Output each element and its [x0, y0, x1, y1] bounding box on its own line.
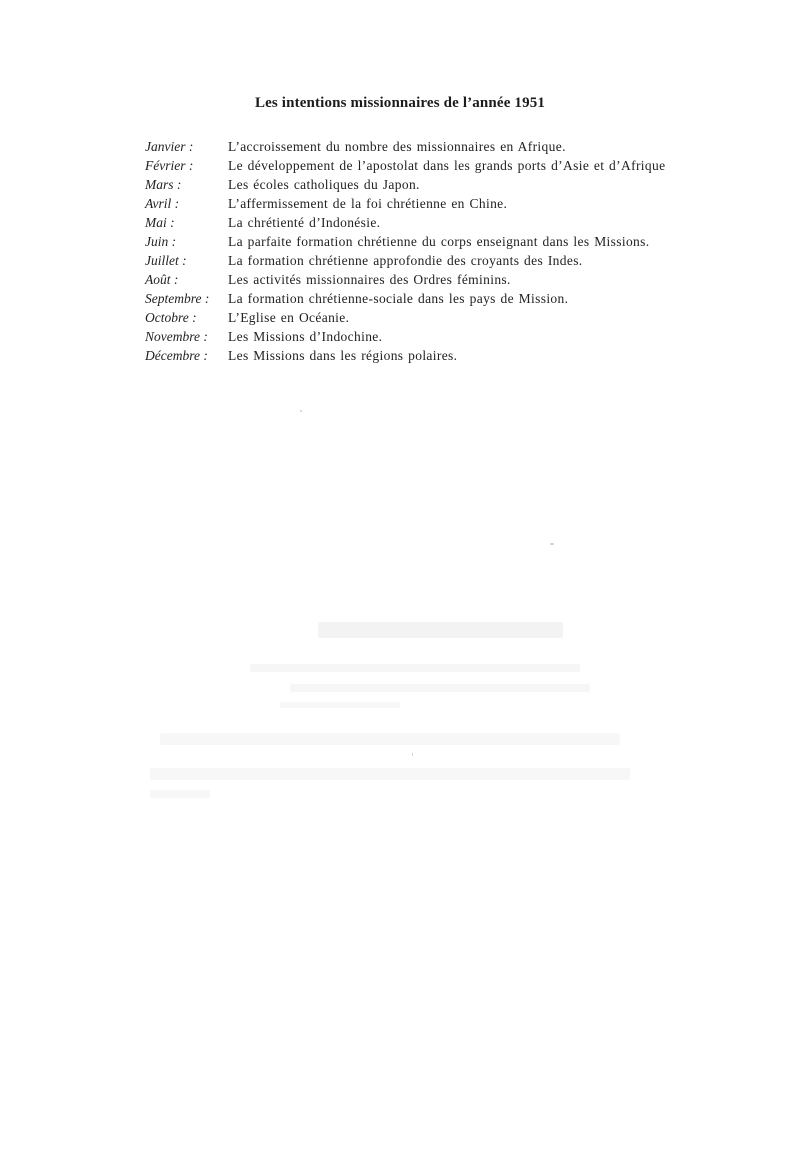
bleed-through-mark	[290, 684, 590, 692]
list-item	[145, 270, 785, 289]
intention-text: La formation chrétienne-sociale dans les pays de Mission.	[228, 291, 569, 306]
intention-text: Les activités missionnaires des Ordres féminins.	[228, 272, 511, 287]
intention-text: Les Missions dans les régions polaires.	[228, 348, 458, 363]
list-item	[145, 289, 785, 308]
intention-text: La chrétienté d’Indonésie.	[228, 215, 381, 230]
bleed-through-mark	[318, 622, 563, 638]
month-label: Février :	[145, 158, 194, 173]
intention-text: La formation chrétienne approfondie des croyants des Indes.	[228, 253, 583, 268]
paper-speck	[412, 753, 413, 756]
month-label: Mars :	[145, 177, 182, 192]
month-label: Juillet :	[145, 253, 187, 268]
month-label: Mai :	[145, 215, 175, 230]
intention-text: L’affermissement de la foi chrétienne en Chine.	[228, 196, 508, 211]
intentions-list	[145, 137, 785, 365]
list-item	[145, 251, 785, 270]
list-item	[145, 213, 785, 232]
list-item	[145, 156, 785, 175]
month-label: Novembre :	[145, 329, 208, 344]
month-label: Septembre :	[145, 291, 210, 306]
month-label: Juin :	[145, 234, 177, 249]
month-label: Décembre :	[145, 348, 208, 363]
month-label: Août :	[145, 272, 179, 287]
month-label: Octobre :	[145, 310, 197, 325]
intention-text: La parfaite formation chrétienne du corps enseignant dans les Missions.	[228, 234, 650, 249]
paper-speck	[300, 410, 302, 412]
list-item	[145, 308, 785, 327]
intention-text: Le développement de l’apostolat dans les grands ports d’Asie et d’Afrique	[228, 158, 666, 173]
list-item	[145, 346, 785, 365]
bleed-through-mark	[160, 733, 620, 745]
bleed-through-mark	[250, 664, 580, 672]
page-title: Les intentions missionnaires de l’année 1951	[254, 95, 546, 111]
month-label: Janvier :	[145, 139, 194, 154]
bleed-through-mark	[150, 790, 210, 798]
bleed-through-mark	[280, 702, 400, 708]
intention-text: Les Missions d’Indochine.	[228, 329, 383, 344]
bleed-through-mark	[150, 768, 630, 780]
intention-text: Les écoles catholiques du Japon.	[228, 177, 420, 192]
intention-text: L’Eglise en Océanie.	[228, 310, 350, 325]
month-label: Avril :	[145, 196, 180, 211]
list-item	[145, 175, 785, 194]
paper-speck	[550, 543, 554, 545]
intention-text: L’accroissement du nombre des missionnaires en Afrique.	[228, 139, 566, 154]
list-item	[145, 137, 785, 156]
list-item	[145, 327, 785, 346]
list-item	[145, 232, 785, 251]
list-item	[145, 194, 785, 213]
